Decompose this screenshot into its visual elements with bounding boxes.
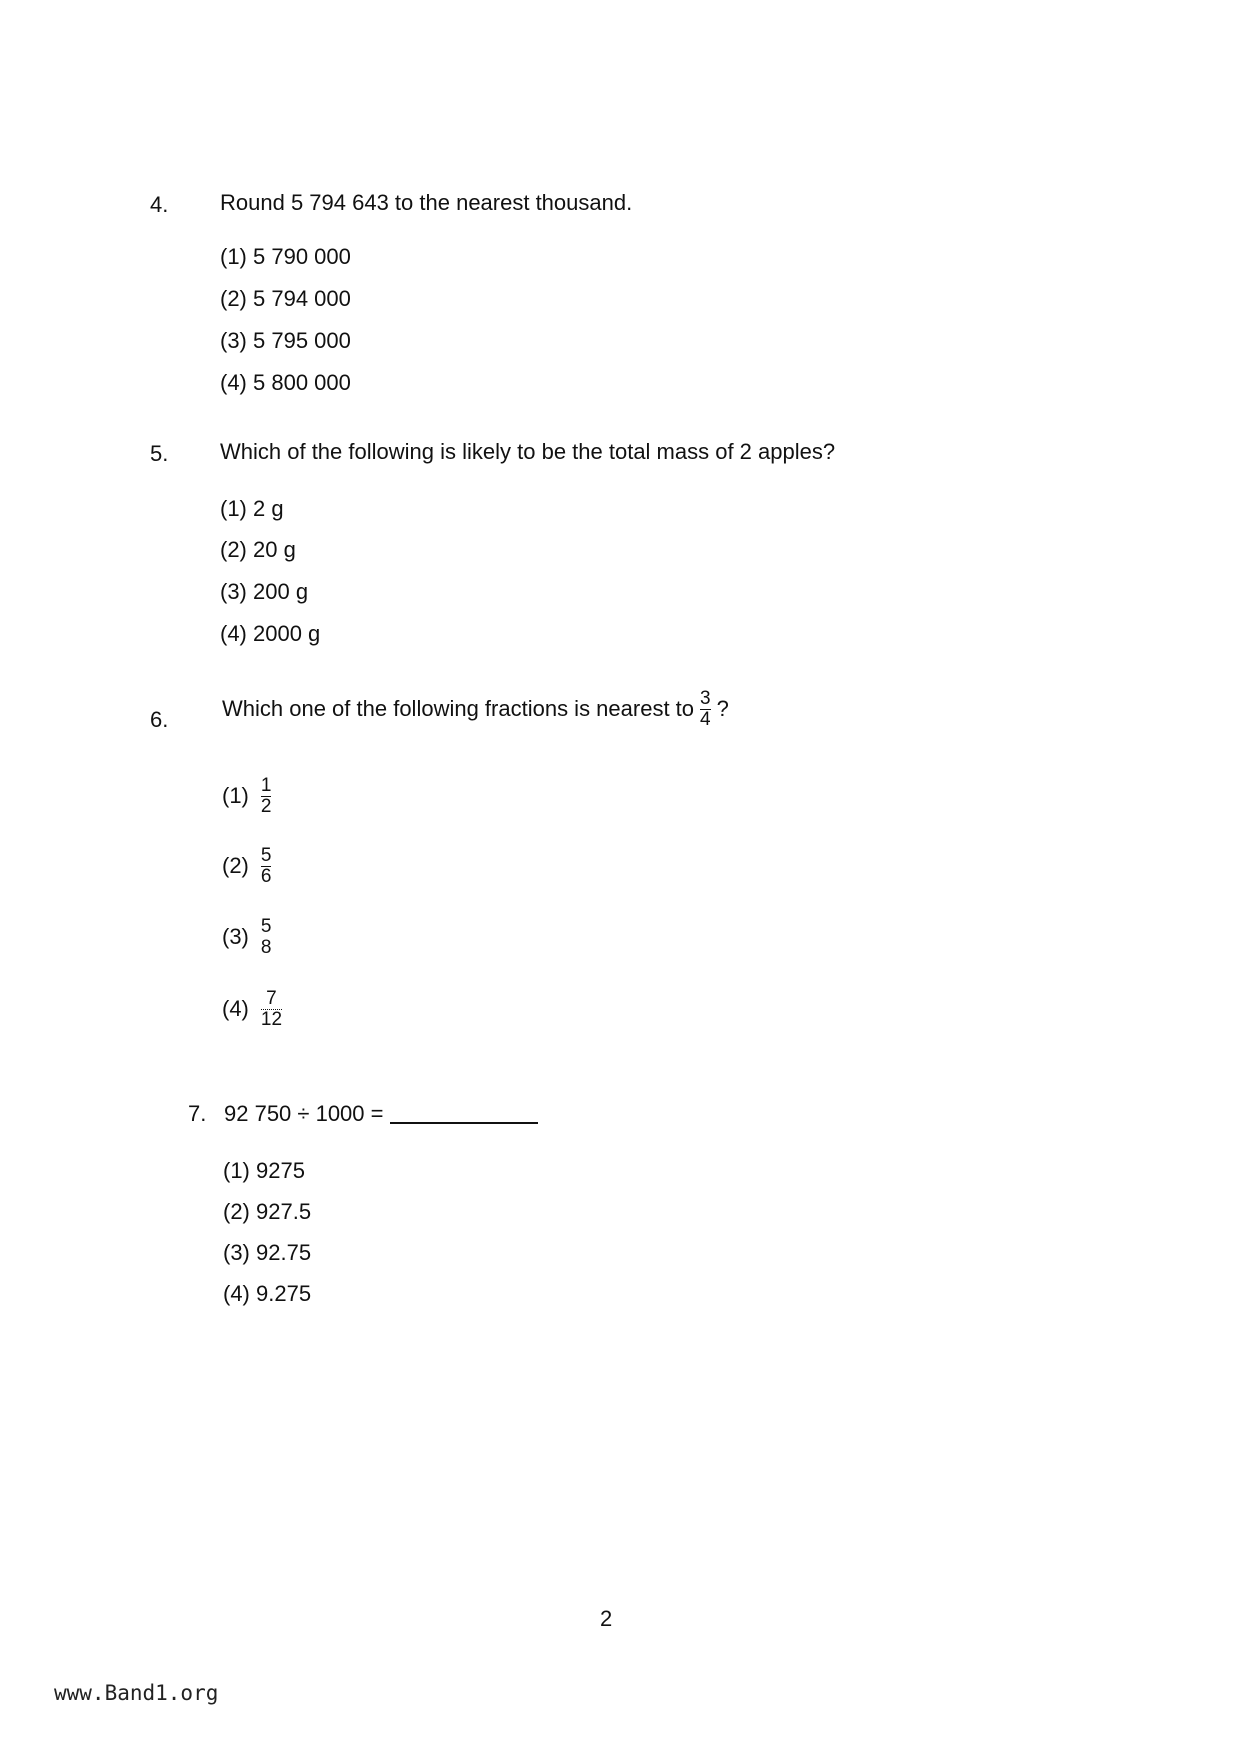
question-7-expression: 92 750 ÷ 1000 = (224, 1101, 384, 1126)
question-7-option-1: (1) 9275 (223, 1158, 305, 1183)
question-5-option-4: (4) 2000 g (220, 621, 321, 646)
fraction-numerator: 5 (260, 845, 272, 866)
question-6-suffix: ? (716, 696, 729, 722)
question-5-option-2: (2) 20 g (220, 537, 296, 562)
question-7-text (224, 1103, 538, 1125)
fraction-denominator: 4 (700, 708, 711, 730)
question-6-option-2 (222, 846, 271, 887)
fraction-denominator: 8 (260, 936, 272, 958)
question-4-number: 4. (150, 192, 169, 217)
fraction-denominator: 6 (260, 865, 272, 887)
fraction-numerator: 3 (700, 688, 711, 709)
question-6-stem: Which one of the following fractions is nearest to (222, 696, 695, 722)
question-6-number: 6. (150, 707, 169, 732)
option-label: (4) (222, 996, 249, 1022)
option-fraction (261, 989, 282, 1030)
question-4-option-1: (1) 5 790 000 (220, 244, 351, 269)
question-7-number: 7. (188, 1101, 207, 1126)
question-4-option-4: (4) 5 800 000 (220, 370, 351, 395)
page-number: 2 (600, 1606, 613, 1631)
question-5-option-1: (1) 2 g (220, 496, 284, 521)
question-5-text: Which of the following is likely to be the total mass of 2 apples? (220, 439, 836, 464)
option-fraction (261, 846, 272, 887)
question-5-option-3: (3) 200 g (220, 579, 309, 604)
question-4-option-2: (2) 5 794 000 (220, 286, 351, 311)
footer-url: www.Band1.org (54, 1681, 219, 1705)
question-7-option-2: (2) 927.5 (223, 1199, 312, 1224)
fraction-numerator: 5 (260, 916, 272, 937)
fraction-denominator: 12 (260, 1008, 283, 1030)
question-5-number: 5. (150, 441, 169, 466)
fraction-numerator: 7 (266, 988, 277, 1009)
question-6-text (222, 689, 729, 730)
question-4-option-3: (3) 5 795 000 (220, 328, 351, 353)
option-fraction (261, 776, 272, 817)
option-label: (3) (222, 924, 249, 950)
question-7-option-3: (3) 92.75 (223, 1240, 312, 1265)
question-6-option-3 (222, 917, 271, 958)
answer-blank (390, 1122, 538, 1124)
fraction-numerator: 1 (260, 775, 272, 796)
question-6-fraction (700, 689, 711, 730)
option-label: (1) (222, 783, 249, 809)
option-label: (2) (222, 853, 249, 879)
option-fraction (261, 917, 272, 958)
fraction-denominator: 2 (260, 795, 272, 817)
question-7-option-4: (4) 9.275 (223, 1281, 312, 1306)
question-4-text: Round 5 794 643 to the nearest thousand. (220, 190, 633, 215)
question-6-option-1 (222, 776, 271, 817)
question-6-option-4 (222, 989, 282, 1030)
